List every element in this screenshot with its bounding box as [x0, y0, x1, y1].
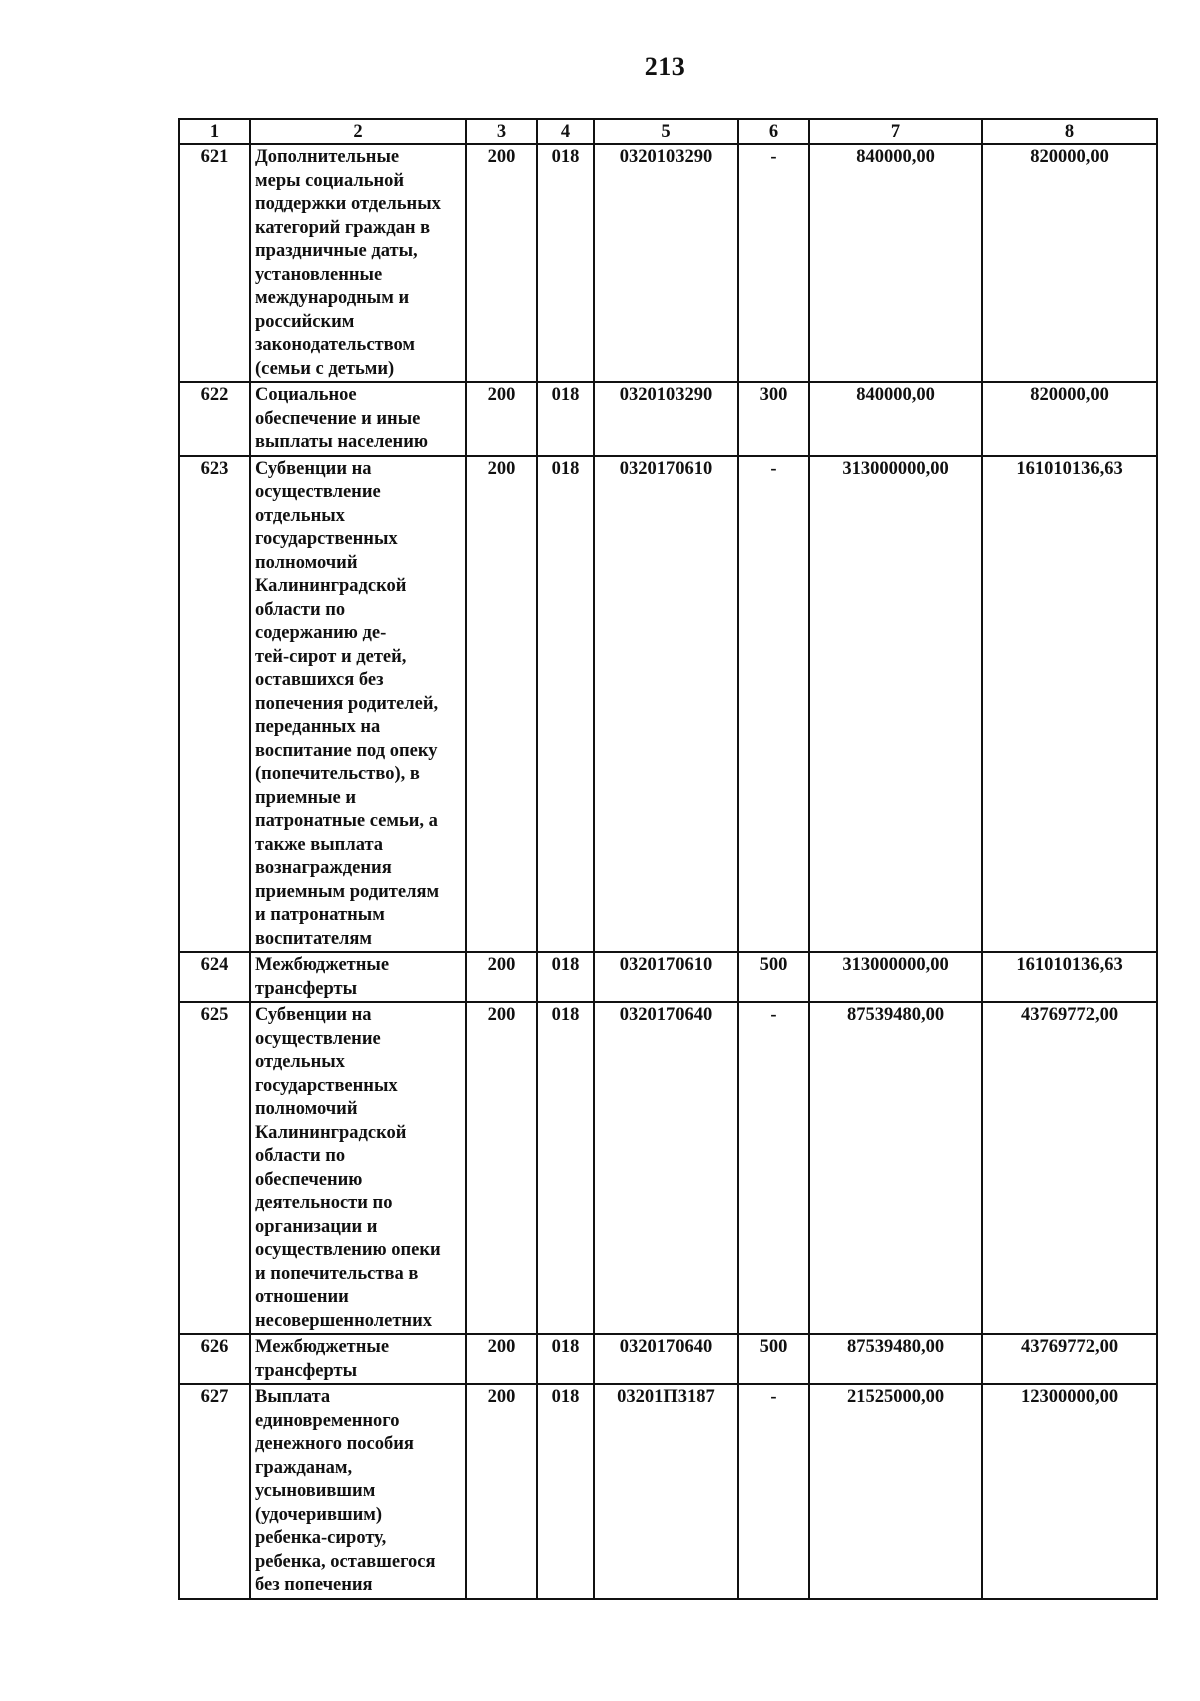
table-row — [179, 952, 1157, 1002]
description-line: единовременного — [255, 1410, 400, 1431]
description-line: ребенка-сироту, — [255, 1528, 387, 1548]
expense-type-cell: - — [738, 1384, 809, 1599]
amount-cell: 87539480,00 — [809, 1334, 982, 1384]
description-line: государственных — [255, 529, 398, 549]
expense-type-cell: - — [738, 144, 809, 382]
description-line: тей-сирот и детей, — [255, 646, 407, 667]
description-line: деятельности по — [255, 1193, 393, 1213]
expense-type-cell: - — [738, 1002, 809, 1334]
description-line: российским — [255, 311, 355, 332]
description-line: оставшихся без — [255, 670, 384, 690]
code-cell: 018 — [537, 1384, 594, 1599]
description-line: без попечения — [255, 1575, 373, 1595]
code-cell: 200 — [466, 952, 537, 1002]
description-line: (попечительство), в — [255, 764, 420, 784]
amount-cell: 840000,00 — [809, 382, 982, 456]
description-line: также выплата — [255, 834, 384, 855]
amount-cell: 43769772,00 — [982, 1002, 1157, 1334]
description-line: усыновившим — [255, 1481, 376, 1501]
description-line: и попечительства в — [255, 1263, 419, 1284]
code-cell: 200 — [466, 1002, 537, 1334]
column-number: 2 — [250, 119, 466, 144]
description-line: отдельных — [255, 1052, 345, 1072]
description-line: осуществление — [255, 482, 381, 502]
description-line: праздничные даты, — [255, 241, 418, 261]
amount-cell: 313000000,00 — [809, 952, 982, 1002]
code-cell: 018 — [537, 1334, 594, 1384]
description-line: трансферты — [255, 1360, 358, 1381]
code-cell: 200 — [466, 144, 537, 382]
description-line: приемные и — [255, 787, 357, 808]
expense-type-cell: 500 — [738, 1334, 809, 1384]
amount-cell: 313000000,00 — [809, 456, 982, 953]
description-line: денежного пособия — [255, 1434, 414, 1454]
description-line: полномочий — [255, 552, 358, 573]
description-line: Субвенции на — [255, 458, 372, 479]
target-article-cell: 0320170640 — [594, 1334, 738, 1384]
code-cell: 018 — [537, 144, 594, 382]
description-line: попечения родителей, — [255, 693, 439, 714]
code-cell: 200 — [466, 382, 537, 456]
table-row — [179, 1384, 1157, 1599]
amount-cell: 161010136,63 — [982, 456, 1157, 953]
row-number-cell: 625 — [179, 1002, 250, 1334]
target-article-cell: 0320103290 — [594, 144, 738, 382]
table-row — [179, 456, 1157, 953]
description-cell — [250, 1334, 466, 1384]
description-line: государственных — [255, 1075, 398, 1096]
code-cell: 018 — [537, 952, 594, 1002]
table-row — [179, 382, 1157, 456]
column-number: 4 — [537, 119, 594, 144]
amount-cell: 43769772,00 — [982, 1334, 1157, 1384]
description-line: меры социальной — [255, 170, 405, 191]
row-number-cell: 621 — [179, 144, 250, 382]
code-cell: 200 — [466, 456, 537, 953]
description-line: Выплата — [255, 1387, 331, 1407]
code-cell: 200 — [466, 1334, 537, 1384]
amount-cell: 840000,00 — [809, 144, 982, 382]
column-number-row — [179, 119, 1157, 144]
description-line: осуществлению опеки — [255, 1240, 441, 1260]
target-article-cell: 0320170640 — [594, 1002, 738, 1334]
description-line: трансферты — [255, 978, 358, 999]
description-cell — [250, 952, 466, 1002]
budget-table — [178, 118, 1158, 1600]
column-number: 7 — [809, 119, 982, 144]
description-line: Дополнительные — [255, 147, 400, 167]
expense-type-cell: 300 — [738, 382, 809, 456]
target-article-cell: 0320170610 — [594, 456, 738, 953]
column-number: 8 — [982, 119, 1157, 144]
description-line: и патронатным — [255, 905, 385, 925]
description-line: (семьи с детьми) — [255, 358, 395, 379]
description-line: патронатные семьи, а — [255, 811, 438, 831]
description-line: выплаты населению — [255, 432, 429, 452]
row-number-cell: 626 — [179, 1334, 250, 1384]
column-number: 5 — [594, 119, 738, 144]
description-line: области по — [255, 599, 346, 620]
code-cell: 018 — [537, 382, 594, 456]
description-line: приемным родителям — [255, 881, 440, 902]
expense-type-cell: 500 — [738, 952, 809, 1002]
description-line: ребенка, оставшегося — [255, 1551, 436, 1572]
description-line: установленные — [255, 264, 383, 285]
description-line: категорий граждан в — [255, 217, 431, 238]
target-article-cell: 0320103290 — [594, 382, 738, 456]
column-number: 6 — [738, 119, 809, 144]
description-line: воспитателям — [255, 928, 373, 949]
description-line: обеспечение и иные — [255, 408, 421, 429]
amount-cell: 820000,00 — [982, 382, 1157, 456]
description-line: Межбюджетные — [255, 955, 390, 975]
description-cell — [250, 456, 466, 953]
description-cell — [250, 1384, 466, 1599]
amount-cell: 820000,00 — [982, 144, 1157, 382]
description-cell — [250, 1002, 466, 1334]
table-body — [179, 119, 1157, 1599]
description-cell — [250, 382, 466, 456]
row-number-cell: 627 — [179, 1384, 250, 1599]
description-line: отдельных — [255, 505, 345, 526]
column-number: 3 — [466, 119, 537, 144]
table-row — [179, 1002, 1157, 1334]
description-line: поддержки отдельных — [255, 194, 441, 214]
description-line: (удочерившим) — [255, 1504, 382, 1525]
amount-cell: 161010136,63 — [982, 952, 1157, 1002]
code-cell: 018 — [537, 1002, 594, 1334]
code-cell: 200 — [466, 1384, 537, 1599]
table-row — [179, 1334, 1157, 1384]
description-line: Межбюджетные — [255, 1337, 390, 1357]
amount-cell: 21525000,00 — [809, 1384, 982, 1599]
column-number: 1 — [179, 119, 250, 144]
description-line: организации и — [255, 1216, 378, 1237]
row-number-cell: 624 — [179, 952, 250, 1002]
amount-cell: 12300000,00 — [982, 1384, 1157, 1599]
description-line: обеспечению — [255, 1169, 363, 1190]
description-line: Калининградской — [255, 576, 407, 596]
description-cell — [250, 144, 466, 382]
page-number: 213 — [644, 52, 686, 81]
description-line: Социальное — [255, 385, 357, 405]
expense-type-cell: - — [738, 456, 809, 953]
description-line: осуществление — [255, 1028, 381, 1049]
description-line: гражданам, — [255, 1457, 353, 1478]
description-line: вознаграждения — [255, 858, 392, 878]
description-line: законодательством — [255, 335, 415, 355]
amount-cell: 87539480,00 — [809, 1002, 982, 1334]
description-line: воспитание под опеку — [255, 740, 438, 761]
row-number-cell: 622 — [179, 382, 250, 456]
description-line: международным и — [255, 288, 410, 308]
row-number-cell: 623 — [179, 456, 250, 953]
description-line: полномочий — [255, 1099, 358, 1119]
description-line: Субвенции на — [255, 1005, 372, 1025]
target-article-cell: 03201П3187 — [594, 1384, 738, 1599]
description-line: области по — [255, 1146, 346, 1166]
description-line: Калининградской — [255, 1122, 407, 1143]
description-line: переданных на — [255, 717, 381, 737]
description-line: отношении — [255, 1287, 349, 1307]
code-cell: 018 — [537, 456, 594, 953]
table-row — [179, 144, 1157, 382]
description-line: несовершеннолетних — [255, 1310, 432, 1331]
target-article-cell: 0320170610 — [594, 952, 738, 1002]
description-line: содержанию де- — [255, 623, 387, 643]
